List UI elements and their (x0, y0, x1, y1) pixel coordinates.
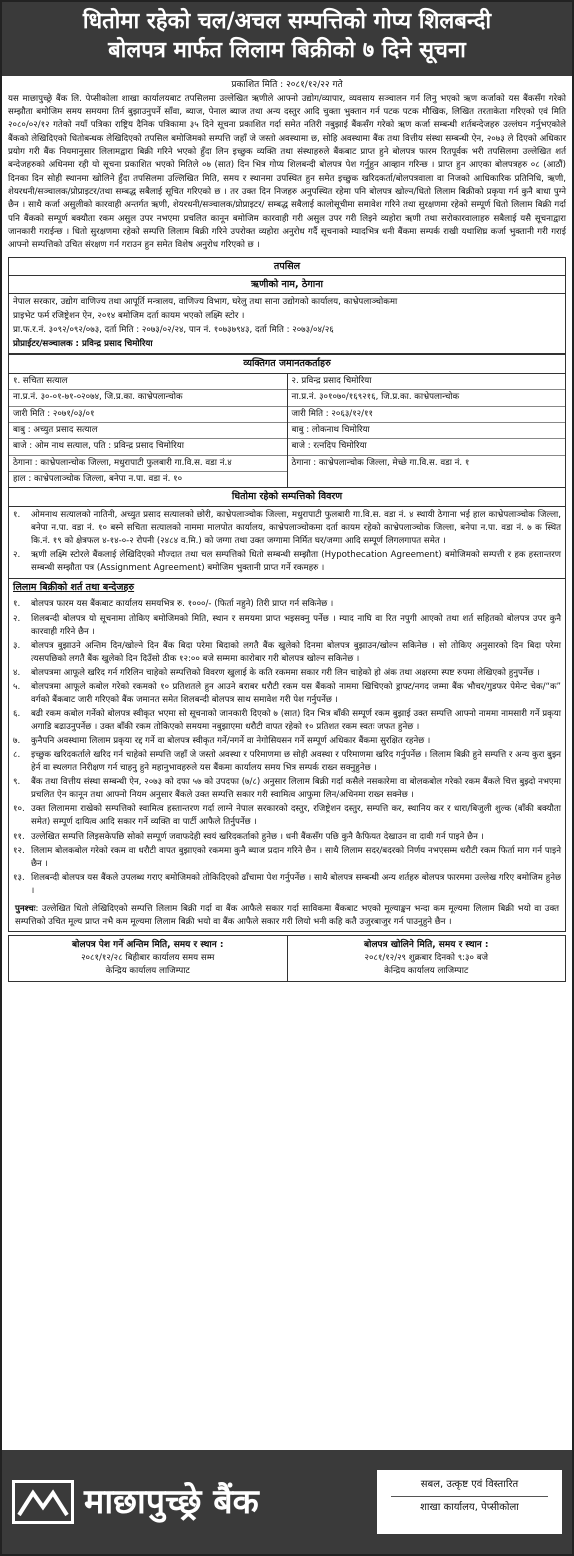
mountain-icon (12, 1480, 74, 1524)
submit-date: २०८१/१२/२८ बिहीबार कार्यालय समय सम्म (81, 953, 215, 964)
item-number: २. (13, 613, 21, 624)
borrower-line: प्राइभेट फर्म रजिष्ट्रेशन ऐन, २०१४ बमोजिम दर्ता कायम भएको लक्ष्मि स्टोर । (13, 311, 245, 322)
guarantor-row: १. सचिता सत्याल (9, 374, 287, 390)
item-text: ओमनाथ सत्यालको नातिनी, अच्युत प्रसाद सत्यालको छोरी, काभ्रेपलाञ्चोक जिल्ला, मधुरापाटी फुलबारी गा.वि.स. वडा नं. ४ स्थायी ठेगाना भई हाल काभ्रेपलाञ्चोक जिल्ला, बनेपा न.पा. वडा नं. १० बस्ने सचिता सत्यालको नाममा मालपोत कार्यालय, काभ्रेपलाञ्चोकमा दर्ता कायम रहेको काभ्रेपलाञ्चोक जिल्ला, बनेपा न.पा. वडा नं. ७ क स्थित कि.नं. १९ को क्षेत्रफल ४-१४-०-२ रोपनी (२४८४ व.मि.) को जग्गा तथा उक्त जग्गामा निर्मित घर/जग्गा आदि सम्पूर्ण लिगलगापत समेत । (31, 509, 561, 546)
footer-banner (2, 1450, 572, 1554)
borrower-proprietor: प्रोप्राईटर/सञ्चालक : प्रविन्द्र प्रसाद चिमोरिया (13, 338, 153, 349)
item-number: ९. (13, 777, 21, 788)
mountain-icon-svg (15, 1483, 71, 1521)
title-line-1: धितोमा रहेको चल/अचल सम्पत्तिको गोप्य शिलबन्दी (82, 9, 492, 34)
guarantor-row: जारी मिति : २०७१/०३/०१ (9, 407, 287, 423)
open-date: २०८१/१२/२९ शुक्रबार दिनको ९:३० बजे (364, 953, 489, 964)
conditions-list (9, 596, 565, 900)
title-line-2: बोलपत्र मार्फत लिलाम बिक्रीको ७ दिने सूचना (108, 37, 466, 63)
open-heading: बोलपत्र खोलिने मिति, समय र स्थान : (363, 939, 489, 950)
item-text: ऋणी लक्ष्मि स्टोरले बैंकलाई लेखिदिएको मौज्दात तथा चल सम्पत्तिको धितो सम्बन्धी सम्झौता (Hypothecation Agreement) बमोजिमको सम्पत्ती र हक हस्तान्तरण सम्बन्धी सम्झौता पत्र (Assignment Agreement) बमोजिम भुक्तानी प्राप्त गर्ने रकमहरु । (31, 549, 561, 573)
list-item (13, 509, 561, 548)
guarantor-row: ना.प्र.नं. ३०१०७०/१६९२१६, जि.प्र.का. काभ्रेपलान्चोक (288, 390, 566, 406)
collateral-list (9, 507, 565, 579)
conditions-heading: लिलाम बिक्रीको शर्त तथा बन्देजहरु (13, 581, 135, 593)
guarantor-row: बाजे : रत्नदिप चिमोरिया (288, 439, 566, 455)
condition-item (13, 708, 561, 734)
guarantor-row: बाबु : लोकनाथ चिमोरिया (288, 423, 566, 439)
bank-tagline: सबल, उत्कृष्ट एवं विस्तारित (391, 1478, 548, 1497)
item-text: बोलपत्रमा आफूले खरिद गर्न गरिलिन चाहेको सम्पत्तिको विवरण खुलाई के कति रकममा सकार गरी लिन चाहेको हो अंक तथा अक्षरमा स्पष्ट रुपमा लेखिएको हुनुपर्नेछ । (31, 667, 540, 678)
item-text: बोलपत्र फारम यस बैंकबाट कार्यालय समयभित्र रु. १०००/- (फिर्ता नहुने) तिरी प्राप्त गर्न सकिनेछ । (31, 599, 334, 610)
item-text: बढी रकम कबोल गर्नेको बोलपत्र स्वीकृत भएमा सो सूचनाको जानकारी दिएको ७ (सात) दिन भित्र बाँकी सम्पूर्ण रकम बुझाई उक्त सम्पत्ति आफ्नो नाममा नामसारी गर्ने प्रकृया अगाडि बढाउनुपर्नेछ । उक्त बाँकी रकम तोकिएको समयमा नबुझाएमा धरौटी वापत रहेको १० प्रतिशत रकम स्वतः जफत हुनेछ । (31, 708, 561, 732)
collateral-heading: धितोमा रहेको सम्पत्तिको विवरण (9, 488, 565, 506)
condition-item (13, 598, 561, 611)
guarantor-row: ना.प्र.नं. ३०-०१-७१-०२०७४, जि.प्र.का. काभ्रेपलान्चोक (9, 390, 287, 406)
item-text: बोलपत्रमा आफूले कबोल गरेको रकमको १० प्रतिशतले हुन आउने बराबर धरौटी रकम यस बैंकको नाममा खिचिएको ड्राफ्ट/नगद जम्मा बैंक भौचर/गुडफर पेमेन्ट चेक/“क” वर्गको बैंकबाट जारी गरिएको बैंक जमानत समेत शिलबन्दी बोलपत्र साथ समावेश गरी पेश गर्नुपर्नेछ । (31, 681, 561, 705)
item-text: उल्लेखित सम्पत्ति लिइसकेपछि सोको सम्पूर्ण जवाफदेही स्वयं खरिदकर्ताको हुनेछ । धनी बैंकसँग पछि कुनै कैफियत देखाउन वा दावी गर्न पाइने छैन । (31, 831, 484, 842)
item-number: ११. (13, 831, 25, 842)
item-number: १. (13, 509, 21, 520)
item-text: बोलपत्र बुझाउने अन्तिम दिन/खोल्ने दिन बैंक बिदा परेमा बिदाको लगतै बैंक खुलेको दिनमा बोलपत्र बुझाउन/खोल्न सकिनेछ । सो तोकिए अनुसारको दिन बिदा परेमा त्यसपछिको लगतै बैंक खुलेको दिन दिउँसो ठीक १२:०० बजे सम्ममा कारोबार गरी बोलपत्र खोल्न सकिनेछ । (31, 640, 561, 664)
item-number: २. (13, 549, 21, 560)
guarantor-row: जारी मिति : २०६३/१२/११ (288, 407, 566, 423)
tapsil-heading: तपसिल (9, 258, 565, 276)
bank-logo (12, 1478, 259, 1526)
publish-date: प्रकाशित मिति : २०८१/१२/२२ गते (231, 80, 343, 90)
punashcha-note (9, 901, 565, 931)
guarantor-row: हाल : काभ्रेपलाञ्चोक जिल्ला, बनेपा न.पा. वडा नं. १० (13, 473, 183, 484)
item-number: ८. (13, 750, 21, 761)
condition-item (13, 872, 561, 898)
intro-paragraph: यस माछापुच्छ्रे बैंक लि. पेप्सीकोला शाखा कार्यालयबाट तपसिलमा उल्लेखित ऋणीले आफ्नो उद्योग/व्यापार, व्यवसाय सञ्चालन गर्न लिनु भएको ऋण कर्जाको यस बैंकसँग गरेको सम्झौता बमोजिम समय समयमा तिर्न बुझाउनुपर्ने साँवा, ब्याज, पेनाल ब्याज तथा अन्य दस्तुर आदि चुक्ता भुक्तान गर्न पटक पटक मौखिक, लिखित तरताकेता गरिएको एवं मिति २०८०/०२/१२ गतेको नयाँ पत्रिका राष्ट्रिय दैनिक पत्रिकामा ३५ दिने सूचना प्रकाशित गर्दा समेत नतिरी नबुझाई बैंकसँग गरेको ऋण कर्जा सम्बन्धी शर्तबन्देजहरु उल्लंघन गर्नुभएकोले बैंकको लेखिदिएको धितोबन्धक लेखिदिएको तपसिल बमोजिमको सम्पत्ति जहाँ जे जस्तो अवस्थामा छ, सोहि अवस्थामा बैंक तथा वित्तीय संस्था सम्बन्धी ऐन, २०७३ ले दिएको अधिकार प्रयोग गरी बैंक नियमानुसार लिलामद्वारा बिक्री गरिने भएको हुँदा लिन इच्छुक व्यक्ति तथा संस्थाहरुले बैंकबाट प्राप्त हुने बोलपत्र फारम रितपूर्वक भरी तपसिलमा उल्लेखित शर्त बन्देजहरुको अधिनमा रही यो सूचना प्रकाशित भएको मितिले ०७ (सात) दिन भित्र गोप्य शिलबन्दी बोलपत्र पेश गर्नुहुन आव्हान गरिन्छ । प्राप्त हुन आएका बोलपत्रहरु ०८ (आठौं) दिनका दिन सोही स्थानमा खोलिने हुँदा तपसिलमा उल्लिखित मिति, समय र स्थानमा उपस्थित हुन समेत इच्छुक खरिदकर्ता/बोलपत्रवाला वा निजको आधिकारिक प्रतिनिधि, ऋणी, शेयरधनी/सञ्चालक/प्रोप्राइटर/तथा सम्बद्ध सबैलाई सूचित गरिएको छ । तर उक्त दिन निजहरु अनुपस्थित रहेमा पनि बोलपत्र खोल्न/धितो लिलाम बिक्रीको प्रकृया गर्न कुनै बाधा पुग्ने छैन । साथै कर्जा असुलीको कारवाही अन्तर्गत ऋणी, शेयरधनी/सञ्चालक/प्रोप्राइटर/ सम्बद्ध सबैलाई कालोसूचीमा समावेश गरिने तथा सुरक्षणमा रहेको सम्पूर्ण धितो लिलाम बिक्री गर्दा पनि बैंकको सम्पूर्ण बक्यौता रकम असुल उपर नभएमा प्रचलित कानून बमोजिम कारवाही गरी असुल उपर गरी लिइने व्यहोरा ऋणी तथा सरोकारवालाहरु सबैलाई यसै सूचनाद्वारा जानकारी गराईन्छ । धितो सुरक्षणमा रहेको सम्पत्ति लिलाम बिक्री गरिने उपरोक्त व्यहोरा अनुरोध गर्दै सूचनाको म्यादभित्र धनी बैंकमा सम्पर्क राखी यथाशिघ्र कर्जा भुक्तानी गरी गराई आफ्नो सम्पत्तिको उचित संरक्षण गर्न गराउन हुन समेत विशेष अनुरोध गरिएको छ । (8, 93, 566, 251)
tagline-box (377, 1470, 562, 1534)
item-number: ३. (13, 640, 21, 651)
borrower-details (9, 294, 565, 354)
guarantor-row: २. प्रविन्द्र प्रसाद चिमोरिया (288, 374, 566, 390)
item-text: बैंक तथा वित्तीय संस्था सम्बन्धी ऐन, २०७३ को दफा ५७ को उपदफा (७/८) अनुसार लिलाम बिक्री गर्दा कसैले नसकारेमा वा बोलकबोल गरेको रकम बैंकले चित्त बुझ्दो नभएमा प्रचलित ऐन कानून तथा आफ्नो नियम अनुसार बैंकले उक्त सम्पत्ति सकार गरी स्वामित्व आफुमा लिन/अधिनमा राख्न सक्नेछ । (31, 777, 561, 801)
item-text: शिलबन्दी बोलपत्र यो सूचनामा तोकिए बमोजिमको मिति, स्थान र समयमा प्राप्त भइसक्नु पर्नेछ । म्याद नाघि वा रित नपुगी आएको तथा शर्त सहितको बोलपत्र उपर कुनै कारवाही गरिने छैन । (31, 613, 561, 637)
guarantor-1 (9, 374, 287, 487)
guarantor-table (9, 374, 565, 488)
bank-name: माछापुच्छ्रे बैंक (84, 1481, 259, 1522)
item-number: १२. (13, 845, 25, 856)
borrower-line: नेपाल सरकार, उद्योग वाणिज्य तथा आपूर्ति मन्त्रालय, वाणिज्य विभाग, घरेलु तथा साना उद्योगको कार्यालय, काभ्रेपलाञ्चोकमा (13, 297, 398, 308)
item-text: उक्त लिलाममा राखेको सम्पत्तिको स्वामित्व हस्तान्तरण गर्दा लाग्ने नेपाल सरकारको दस्तुर, रजिष्ट्रेशन दस्तुर, सम्पत्ति कर, स्थानिय कर र धारा/बिजुली शुल्क (बाँकी बक्यौता समेत) सम्पूर्ण दायित्व आदि सकार गर्ने व्यक्ति वा पार्टी आफैले तिर्नुपर्नेछ । (31, 804, 561, 828)
guarantor-2 (287, 374, 566, 487)
item-number: १०. (13, 804, 25, 815)
item-number: ६. (13, 708, 21, 719)
item-number: ५. (13, 681, 21, 692)
condition-item (13, 776, 561, 802)
submit-heading: बोलपत्र पेश गर्ने अन्तिम मिति, समय र स्थान : (72, 939, 224, 950)
condition-item (13, 735, 561, 748)
condition-item (13, 845, 561, 871)
list-item (13, 549, 561, 575)
item-text: शिलबन्दी बोलपत्र यस बैंकले उपलब्ध गराए बमोजिमको तोकिदिएको ढाँचामा पेश गर्नुपर्नेछ । साथै बोलपत्र सम्बन्धी अन्य शर्तहरु बोलपत्र फारममा उल्लेख गरिए बमोजिम हुनेछ । (31, 872, 561, 896)
guarantor-row: बाजे : ओम नाथ सत्याल, पति : प्रविन्द्र प्रसाद चिमोरिया (9, 439, 287, 455)
item-number: १. (13, 599, 21, 610)
borrower-line: प्रा.फ.र.नं. ३०९२/०९२/०७३, दर्ता मिति : २०७३/०२/२४, पान नं. १०७३७९४३, दर्ता मिति : २०७३/०४/२६ (13, 324, 334, 335)
guarantor-row: ठेगाना : काभ्रेपलान्चोक जिल्ला, मेच्छे गा.वि.स. वडा नं. १ (291, 457, 470, 468)
open-deadline (287, 936, 566, 981)
deadline-table (8, 935, 566, 982)
guarantor-row: ठेगाना : काभ्रेपलान्चोक जिल्ला, मधुरापाटी फुलबारी गा.वि.स. वडा नं.४ (9, 456, 287, 472)
submit-place: केन्द्रिय कार्यालय लाजिम्पाट (105, 966, 190, 977)
condition-item (13, 640, 561, 666)
branch-name: शाखा कार्यालय, पेप्सीकोला (420, 1502, 519, 1514)
item-text: लिलाम बोलकबोल गरेको रकम वा धरौटी वापत बुझाएको रकममा कुनै ब्याज प्रदान गरिने छैन । साथै लिलाम सदर/बदरको निर्णय नभएसम्म धरौटी रकम फिर्ता माग गर्न पाइने छैन । (31, 845, 561, 869)
borrower-heading: ऋणीको नाम, ठेगाना (9, 276, 565, 294)
notice-header (2, 2, 572, 76)
condition-item (13, 831, 561, 844)
condition-item (13, 803, 561, 829)
condition-item (13, 613, 561, 639)
punashcha-text: : उल्लेखित धितो लेखिदिएको सम्पत्ति लिलाम बिक्री गर्दा वा बैंक आफैले सकार गर्दा साविकमा बैंकबाट भएको मूल्याङ्कन भन्दा कम मूल्यमा लिलाम बिक्री भयो वा उक्त सम्पत्तिको उचित मूल्य प्राप्त नभै कम मूल्यमा लिलाम बिक्री भयो वा बैंक आफैले सकार गरी लियो भनी कहि कतै उजुरबाजुर गर्न पाउनुहुने छैन । (15, 903, 559, 927)
item-number: ४. (13, 667, 21, 678)
item-text: कुनैपनि अवस्थामा लिलाम प्रकृया रद्द गर्ने वा बोलपत्र स्वीकृत गर्ने/नगर्ने वा नेगोसियसन गर्ने सम्पूर्ण अधिकार बैंकमा सुरक्षित रहनेछ । (31, 736, 431, 747)
item-number: १३. (13, 872, 25, 883)
guarantor-heading: व्यक्तिगत जमानतकर्ताहरु (9, 354, 565, 373)
condition-item (13, 681, 561, 707)
condition-item (13, 667, 561, 680)
open-place: केन्द्रिय कार्यालय लाजिम्पाट (384, 966, 469, 977)
guarantor-row: बाबु : अच्युत प्रसाद सत्याल (9, 423, 287, 439)
condition-item (13, 749, 561, 775)
item-text: इच्छुक खरिदकर्ताले खरिद गर्न चाहेको सम्पत्ति जहाँ जे जस्तो अवस्था र परिमाणमा छ सोही अवस्था र परिमाणमा खरिद गर्नुपर्नेछ । लिलाम बिक्री हुने सम्पत्ति र अन्य कुरा बुझ्न हेर्न वा स्थलगत निरीक्षण गर्न चाहनु हुने महानुभावहरुले यस बैंकमा कार्यालय समय भित्र सम्पर्क राख्न सक्नुहुनेछ । (31, 750, 562, 774)
submit-deadline (9, 936, 287, 981)
tapsil-box (8, 257, 566, 932)
punashcha-label: पुनश्चः (15, 903, 36, 914)
item-number: ७. (13, 736, 21, 747)
